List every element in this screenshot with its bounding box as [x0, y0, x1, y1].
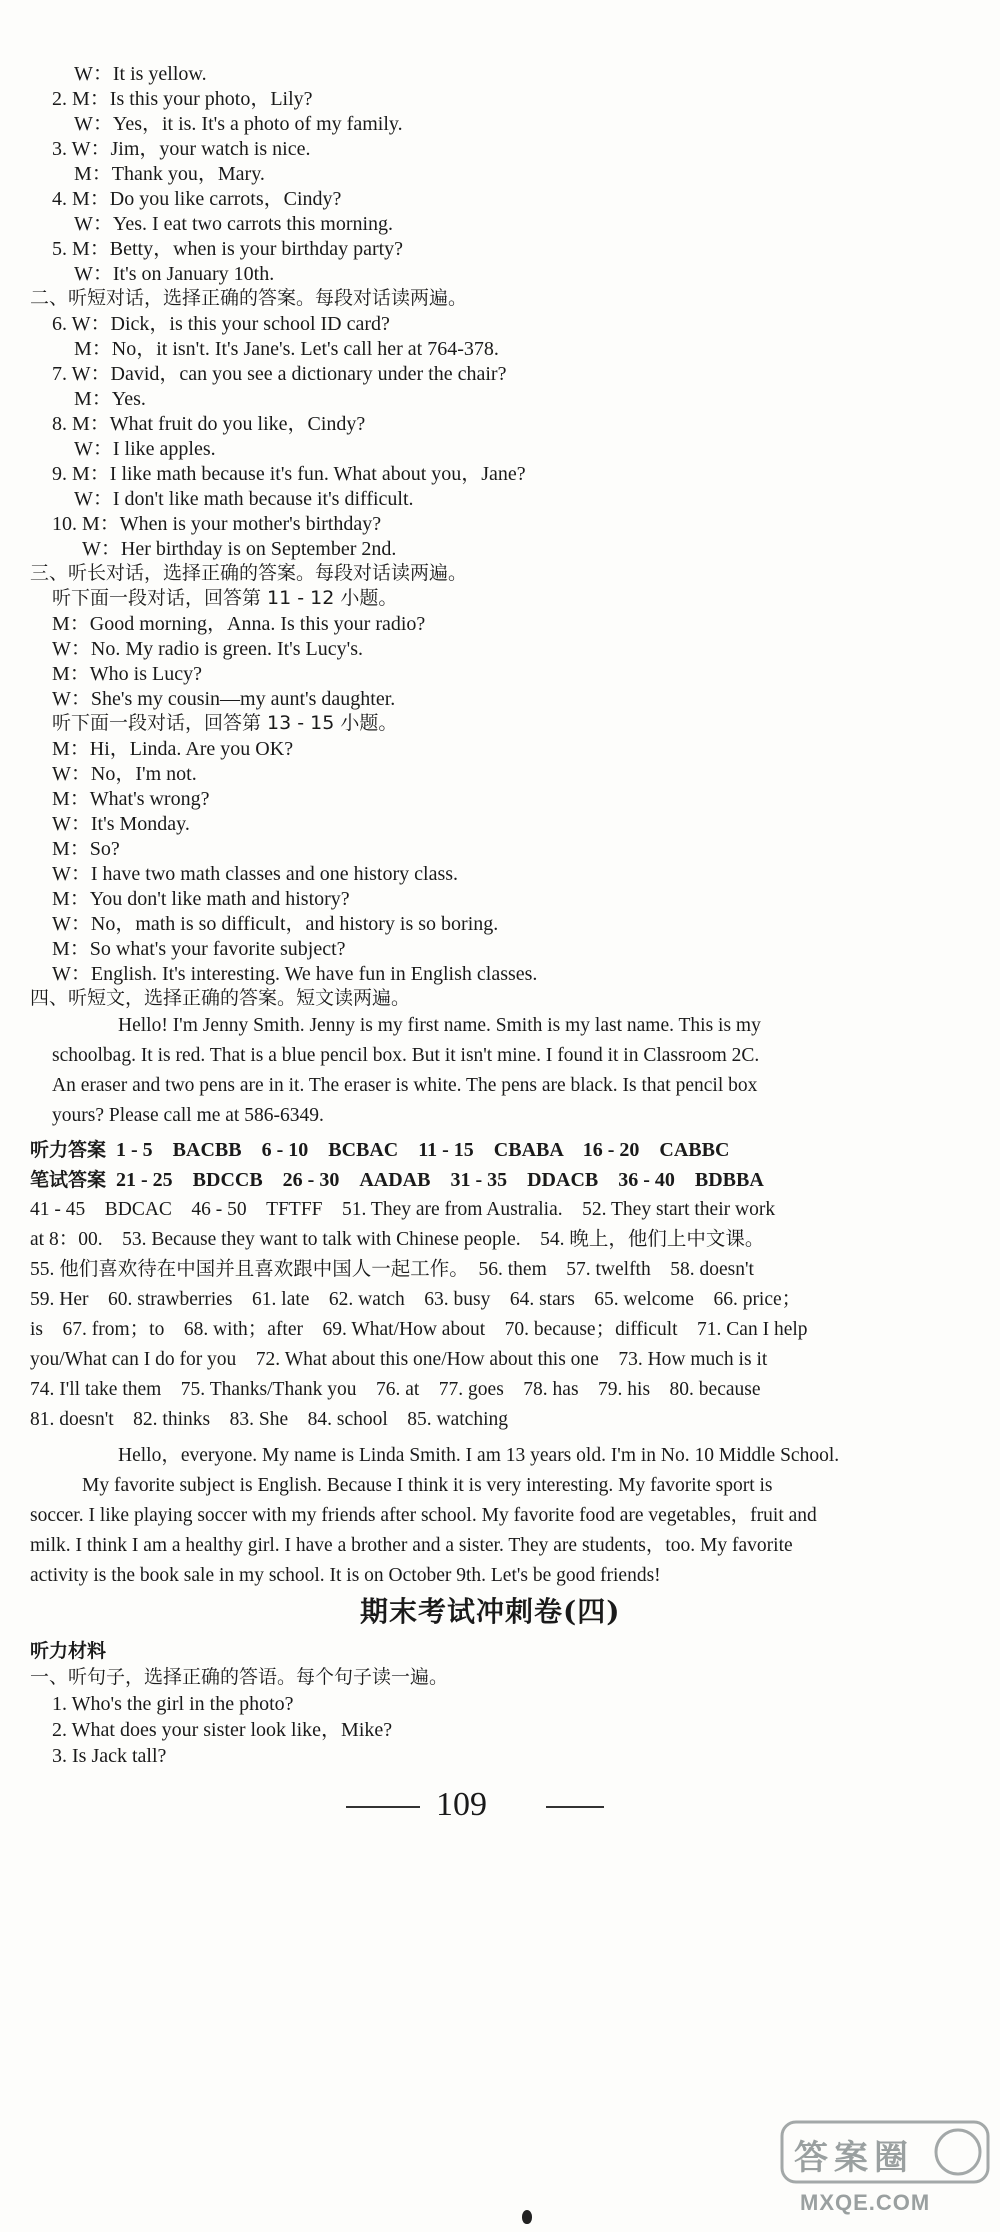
- transcript-line: W：Her birthday is on September 2nd.: [82, 538, 397, 560]
- transcript-line: 8. M：What fruit do you like，Cindy?: [52, 413, 366, 435]
- transcript-line: W：She's my cousin—my aunt's daughter.: [52, 688, 396, 710]
- section-heading: 一、听句子，选择正确的答语。每个句子读一遍。: [30, 1666, 449, 1688]
- transcript-line: M：No，it isn't. It's Jane's. Let's call her at 764-378.: [74, 338, 499, 360]
- written-answers-values: 21 - 25 BDCCB 26 - 30 AADAB 31 - 35 DDACB 36 - 40 BDBBA: [116, 1169, 764, 1191]
- transcript-line: 5. M：Betty，when is your birthday party?: [52, 238, 404, 260]
- transcript-line: M：You don't like math and history?: [52, 888, 350, 910]
- page-number-rule-right: [546, 1806, 604, 1808]
- transcript-line: M：Who is Lucy?: [52, 663, 202, 685]
- passage-line: schoolbag. It is red. That is a blue pencil box. But it isn't mine. I found it in Classroom 2C.: [52, 1045, 760, 1066]
- watermark-logo: [780, 2120, 990, 2220]
- listening-answers: [30, 1140, 729, 1160]
- answer-line: 55. 他们喜欢待在中国并且喜欢跟中国人一起工作。 56. them 57. twelfth 58. doesn't: [30, 1259, 754, 1280]
- passage-line: An eraser and two pens are in it. The eraser is white. The pens are black. Is that pencil box: [52, 1075, 758, 1096]
- essay-line: milk. I think I am a healthy girl. I have a brother and a sister. They are students，too. My favorite: [30, 1535, 793, 1556]
- sub-instruction: 听下面一段对话，回答第 11 - 12 小题。: [52, 587, 398, 609]
- written-answers: [30, 1170, 764, 1190]
- page-number: 109: [436, 1786, 487, 1823]
- essay-line: activity is the book sale in my school. It is on October 9th. Let's be good friends!: [30, 1565, 661, 1586]
- transcript-line: W：Yes. I eat two carrots this morning.: [74, 213, 394, 235]
- transcript-line: W：It's Monday.: [52, 813, 190, 835]
- essay-line: soccer. I like playing soccer with my friends after school. My favorite food are vegetables，fruit and: [30, 1505, 817, 1526]
- transcript-line: 2. M：Is this your photo，Lily?: [52, 88, 313, 110]
- answer-line: 74. I'll take them 75. Thanks/Thank you 76. at 77. goes 78. has 79. his 80. because: [30, 1379, 761, 1400]
- transcript-line: W：English. It's interesting. We have fun in English classes.: [52, 963, 538, 985]
- transcript-line: W：It is yellow.: [74, 63, 207, 85]
- transcript-line: W：No，math is so difficult，and history is so boring.: [52, 913, 499, 935]
- section-title: 期末考试冲刺卷(四): [360, 1595, 621, 1628]
- transcript-line: W：It's on January 10th.: [74, 263, 275, 285]
- transcript-line: W：I have two math classes and one history class.: [52, 863, 459, 885]
- transcript-line: M：Thank you，Mary.: [74, 163, 265, 185]
- transcript-line: 10. M：When is your mother's birthday?: [52, 513, 382, 535]
- answer-line: 59. Her 60. strawberries 61. late 62. watch 63. busy 64. stars 65. welcome 66. price；: [30, 1289, 802, 1310]
- question-line: 1. Who's the girl in the photo?: [52, 1693, 294, 1715]
- transcript-line: 7. W：David，can you see a dictionary under the chair?: [52, 363, 507, 385]
- sub-instruction: 听下面一段对话，回答第 13 - 15 小题。: [52, 712, 398, 734]
- ink-mark: [522, 2210, 532, 2224]
- essay-line: Hello，everyone. My name is Linda Smith. I am 13 years old. I'm in No. 10 Middle School.: [118, 1445, 840, 1466]
- transcript-line: M：So?: [52, 838, 120, 860]
- section-label: 听力材料: [30, 1640, 107, 1662]
- page-number-rule-left: [346, 1806, 420, 1808]
- transcript-line: M：What's wrong?: [52, 788, 210, 810]
- transcript-line: M：So what's your favorite subject?: [52, 938, 346, 960]
- section-heading: 四、听短文，选择正确的答案。短文读两遍。: [30, 987, 411, 1009]
- transcript-line: W：No，I'm not.: [52, 763, 197, 785]
- watermark-text-top: 答案圈: [794, 2139, 914, 2177]
- transcript-line: M：Yes.: [74, 388, 146, 410]
- transcript-line: W：Yes，it is. It's a photo of my family.: [74, 113, 403, 135]
- section-heading: 二、听短对话，选择正确的答案。每段对话读两遍。: [30, 287, 468, 309]
- listening-answers-values: 1 - 5 BACBB 6 - 10 BCBAC 11 - 15 CBABA 16 - 20 CABBC: [116, 1139, 730, 1161]
- answer-line: 41 - 45 BDCAC 46 - 50 TFTFF 51. They are from Australia. 52. They start their work: [30, 1199, 776, 1220]
- passage-line: yours? Please call me at 586-6349.: [52, 1105, 324, 1126]
- watermark-text-bottom: MXQE.COM: [800, 2190, 931, 2215]
- transcript-line: M：Hi，Linda. Are you OK?: [52, 738, 294, 760]
- passage-line: Hello! I'm Jenny Smith. Jenny is my first name. Smith is my last name. This is my: [118, 1015, 761, 1036]
- transcript-line: 6. W：Dick，is this your school ID card?: [52, 313, 390, 335]
- transcript-line: M：Good morning，Anna. Is this your radio?: [52, 613, 426, 635]
- listening-answers-label: 听力答案: [30, 1139, 107, 1161]
- transcript-line: 4. M：Do you like carrots，Cindy?: [52, 188, 342, 210]
- section-heading: 三、听长对话，选择正确的答案。每段对话读两遍。: [30, 562, 468, 584]
- transcript-line: W：No. My radio is green. It's Lucy's.: [52, 638, 364, 660]
- transcript-line: 3. W：Jim，your watch is nice.: [52, 138, 311, 160]
- written-answers-label: 笔试答案: [30, 1169, 107, 1191]
- transcript-line: 9. M：I like math because it's fun. What about you，Jane?: [52, 463, 526, 485]
- transcript-line: W：I don't like math because it's difficult.: [74, 488, 414, 510]
- answer-line: is 67. from；to 68. with；after 69. What/How about 70. because；difficult 71. Can I help: [30, 1319, 808, 1340]
- answer-line: at 8：00. 53. Because they want to talk with Chinese people. 54. 晚上，他们上中文课。: [30, 1229, 765, 1250]
- question-line: 3. Is Jack tall?: [52, 1745, 167, 1767]
- question-line: 2. What does your sister look like，Mike?: [52, 1719, 393, 1741]
- essay-line: My favorite subject is English. Because I think it is very interesting. My favorite sport is: [82, 1475, 773, 1496]
- answer-line: you/What can I do for you 72. What about this one/How about this one 73. How much is it: [30, 1349, 768, 1370]
- transcript-line: W：I like apples.: [74, 438, 216, 460]
- answer-line: 81. doesn't 82. thinks 83. She 84. school 85. watching: [30, 1409, 508, 1430]
